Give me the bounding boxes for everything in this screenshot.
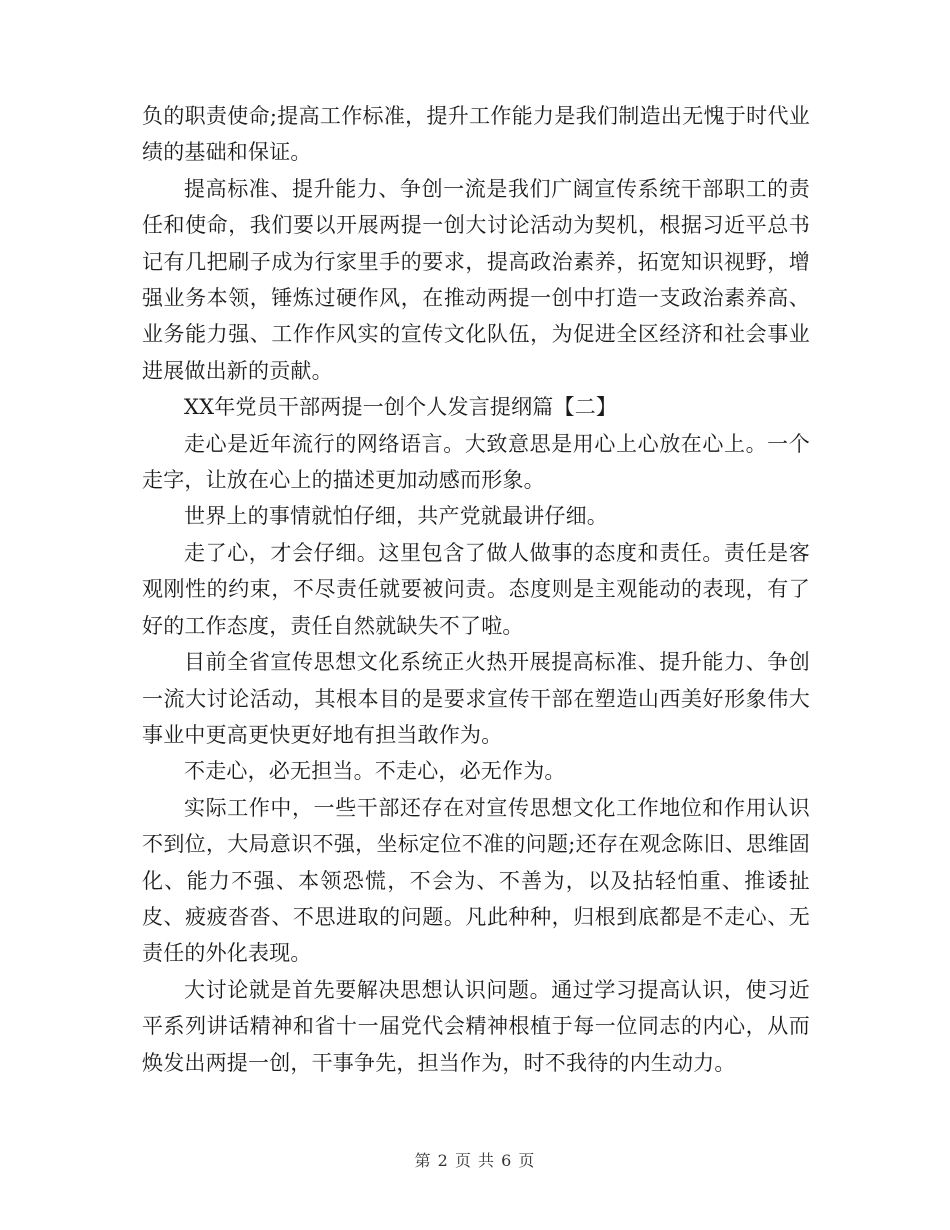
paragraph: 不走心，必无担当。不走心，必无作为。 <box>184 759 566 784</box>
paragraph: 世界上的事情就怕仔细，共产党就最讲仔细。 <box>184 504 608 529</box>
page-number-footer: 第 2 页 共 6 页 <box>414 1151 536 1170</box>
paragraph: 大讨论就是首先要解决思想认识问题。通过学习提高认识，使习近平系列讲话精神和省十一届党代会精神根植于每一位同志的内心，从而焕发出两提一创，干事争先，担当作为，时不我待的内生动力。 <box>142 977 810 1075</box>
paragraph: 走了心，才会仔细。这里包含了做人做事的态度和责任。责任是客观刚性的约束，不尽责任就要被问责。态度则是主观能动的表现，有了好的工作态度，责任自然就缺失不了啦。 <box>142 540 810 638</box>
paragraph: 实际工作中，一些干部还存在对宣传思想文化工作地位和作用认识不到位，大局意识不强，坐标定位不准的问题;还存在观念陈旧、思维固化、能力不强、本领恐慌，不会为、不善为，以及拈轻怕重、推诿扯皮、疲疲沓沓、不思进取的问题。凡此种种，归根到底都是不走心、无责任的外化表现。 <box>142 795 810 966</box>
paragraph-continuation: 负的职责使命;提高工作标准，提升工作能力是我们制造出无愧于时代业绩的基础和保证。 <box>142 104 810 165</box>
paragraph: 走心是近年流行的网络语言。大致意思是用心上心放在心上。一个走字，让放在心上的描述更加动感而形象。 <box>142 431 810 493</box>
paragraph: 目前全省宣传思想文化系统正火热开展提高标准、提升能力、争创一流大讨论活动，其根本目的是要求宣传干部在塑造山西美好形象伟大事业中更高更快更好地有担当敢作为。 <box>142 650 810 747</box>
document-body <box>142 98 810 1081</box>
paragraph: 提高标准、提升能力、争创一流是我们广阔宣传系统干部职工的责任和使命，我们要以开展两提一创大讨论活动为契机，根据习近平总书记有几把刷子成为行家里手的要求，提高政治素养，拓宽知识视野，增强业务本领，锤炼过硬作风，在推动两提一创中打造一支政治素养高、业务能力强、工作作风实的宣传文化队伍，为促进全区经济和社会事业进展做出新的贡献。 <box>142 176 810 383</box>
section-heading: XX年党员干部两提一创个人发言提纲篇【二】 <box>184 395 618 420</box>
